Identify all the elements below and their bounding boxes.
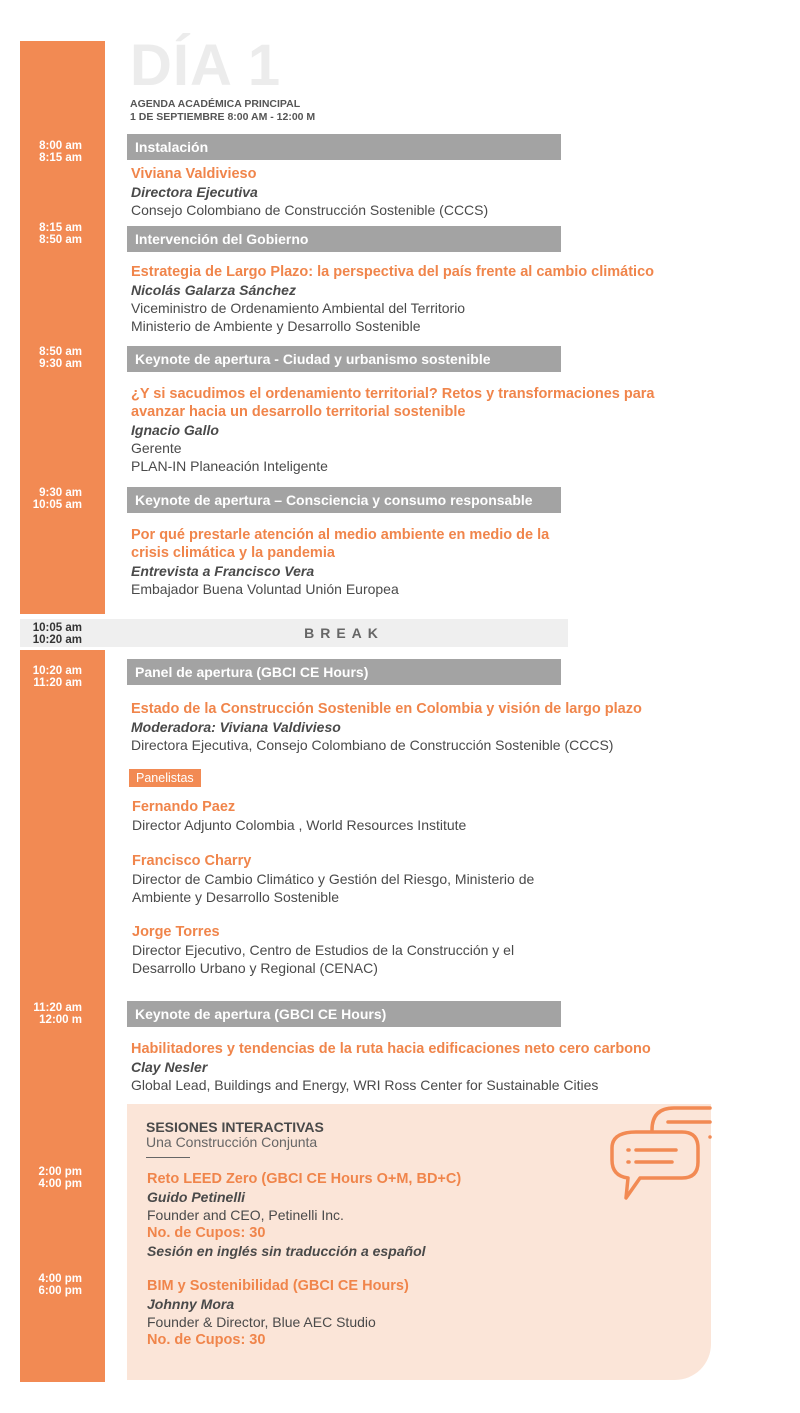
time-end: 8:50 am xyxy=(39,234,82,246)
moderator-name: Moderadora: Viviana Valdivieso xyxy=(131,719,341,735)
interactive-title: SESIONES INTERACTIVAS xyxy=(146,1119,324,1135)
time-start: 10:20 am xyxy=(32,665,82,677)
talk-title: Estado de la Construcción Sostenible en Colombia y visión de largo plazo xyxy=(131,701,642,717)
session-bar: Panel de apertura (GBCI CE Hours) xyxy=(127,659,561,685)
speaker-org: Embajador Buena Voluntad Unión Europea xyxy=(131,581,399,597)
speaker-org: Consejo Colombiano de Construcción Sostenible (CCCS) xyxy=(131,202,489,218)
session-details xyxy=(131,526,549,598)
talk-title: ¿Y si sacudimos el ordenamiento territorial? Retos y transformaciones para xyxy=(131,386,655,402)
panelist-item xyxy=(132,798,466,834)
panelist-name: Jorge Torres xyxy=(132,924,220,940)
time-end: 6:00 pm xyxy=(38,1285,82,1297)
break-time-start: 10:05 am xyxy=(32,622,82,634)
time-end: 4:00 pm xyxy=(38,1178,82,1190)
panelist-name: Fernando Paez xyxy=(132,799,236,815)
speaker-role: Viceministro de Ordenamiento Ambiental del Territorio xyxy=(131,300,466,316)
speaker-name: Entrevista a Francisco Vera xyxy=(131,563,315,579)
panelists-badge: Panelistas xyxy=(129,769,201,787)
speaker-org: Ministerio de Ambiente y Desarrollo Sostenible xyxy=(131,318,421,334)
interactive-session-item xyxy=(147,1170,461,1260)
session-bar: Keynote de apertura – Consciencia y consumo responsable xyxy=(127,487,561,513)
time-end: 12:00 m xyxy=(39,1014,82,1026)
speaker-role: Gerente xyxy=(131,440,182,456)
speaker-name: Clay Nesler xyxy=(131,1059,208,1075)
talk-title: Estrategia de Largo Plazo: la perspectiva del país frente al cambio climático xyxy=(131,264,654,280)
moderator-role: Directora Ejecutiva, Consejo Colombiano de Construcción Sostenible (CCCS) xyxy=(131,737,614,753)
panelist-role-cont: Ambiente y Desarrollo Sostenible xyxy=(132,889,339,905)
time-start: 8:50 am xyxy=(39,346,82,358)
panelist-name: Francisco Charry xyxy=(132,853,252,869)
break-label: BREAK xyxy=(304,625,384,641)
talk-title: Por qué prestarle atención al medio ambiente en medio de la xyxy=(131,527,550,543)
panelist-role: Director Ejecutivo, Centro de Estudios de la Construcción y el xyxy=(132,942,515,958)
speaker-org: Founder and CEO, Petinelli Inc. xyxy=(147,1207,344,1223)
session-bar: Intervención del Gobierno xyxy=(127,226,561,252)
session-details xyxy=(131,385,655,475)
time-end: 10:05 am xyxy=(32,499,82,511)
talk-title-cont: crisis climática y la pandemia xyxy=(131,545,335,561)
panelist-item xyxy=(132,852,534,906)
session-bar: Keynote de apertura (GBCI CE Hours) xyxy=(127,1001,561,1027)
session-details xyxy=(131,1040,651,1094)
time-start: 4:00 pm xyxy=(38,1273,82,1285)
speaker-role: Directora Ejecutiva xyxy=(131,184,258,200)
capacity: No. de Cupos: 30 xyxy=(147,1225,266,1241)
page-title: DÍA 1 xyxy=(130,33,282,98)
language-note: Sesión en inglés sin traducción a español xyxy=(147,1243,426,1259)
chat-bubbles-icon xyxy=(606,1102,712,1206)
capacity: No. de Cupos: 30 xyxy=(147,1332,266,1348)
agenda-date: 1 DE SEPTIEMBRE 8:00 AM - 12:00 M xyxy=(130,111,316,123)
panelist-item xyxy=(132,923,514,977)
timeline-rail-top xyxy=(20,41,105,614)
time-start: 11:20 am xyxy=(33,1002,82,1014)
time-end: 8:15 am xyxy=(39,152,82,164)
speaker-name: Viviana Valdivieso xyxy=(131,166,257,182)
time-end: 11:20 am xyxy=(33,677,82,689)
speaker-name: Johnny Mora xyxy=(147,1296,235,1312)
speaker-org: Global Lead, Buildings and Energy, WRI Ross Center for Sustainable Cities xyxy=(131,1077,599,1093)
interactive-session-item xyxy=(147,1277,409,1349)
interactive-subtitle: Una Construcción Conjunta xyxy=(146,1134,318,1150)
session-details xyxy=(131,263,654,335)
agenda-subtitle: AGENDA ACADÉMICA PRINCIPAL xyxy=(130,98,301,110)
session-title: Reto LEED Zero (GBCI CE Hours O+M, BD+C) xyxy=(147,1171,462,1187)
time-end: 9:30 am xyxy=(39,358,82,370)
session-bar: Instalación xyxy=(127,134,561,160)
panelist-role: Director de Cambio Climático y Gestión del Riesgo, Ministerio de xyxy=(132,871,535,887)
speaker-name: Nicolás Galarza Sánchez xyxy=(131,282,296,298)
session-bar: Keynote de apertura - Ciudad y urbanismo sostenible xyxy=(127,346,561,372)
panelist-role-cont: Desarrollo Urbano y Regional (CENAC) xyxy=(132,960,378,976)
speaker-org: Founder & Director, Blue AEC Studio xyxy=(147,1314,376,1330)
break-time-end: 10:20 am xyxy=(32,634,82,646)
time-start: 8:15 am xyxy=(39,222,82,234)
divider xyxy=(146,1157,190,1158)
panelist-role: Director Adjunto Colombia , World Resources Institute xyxy=(132,817,467,833)
speaker-name: Ignacio Gallo xyxy=(131,422,219,438)
speaker-name: Guido Petinelli xyxy=(147,1189,246,1205)
time-start: 8:00 am xyxy=(39,140,82,152)
session-details xyxy=(131,700,642,754)
talk-title: Habilitadores y tendencias de la ruta hacia edificaciones neto cero carbono xyxy=(131,1041,651,1057)
time-start: 2:00 pm xyxy=(38,1166,82,1178)
talk-title-cont: avanzar hacia un desarrollo territorial sostenible xyxy=(131,404,466,420)
session-title: BIM y Sostenibilidad (GBCI CE Hours) xyxy=(147,1278,409,1294)
session-details xyxy=(131,165,488,219)
time-start: 9:30 am xyxy=(39,487,82,499)
speaker-org: PLAN-IN Planeación Inteligente xyxy=(131,458,328,474)
